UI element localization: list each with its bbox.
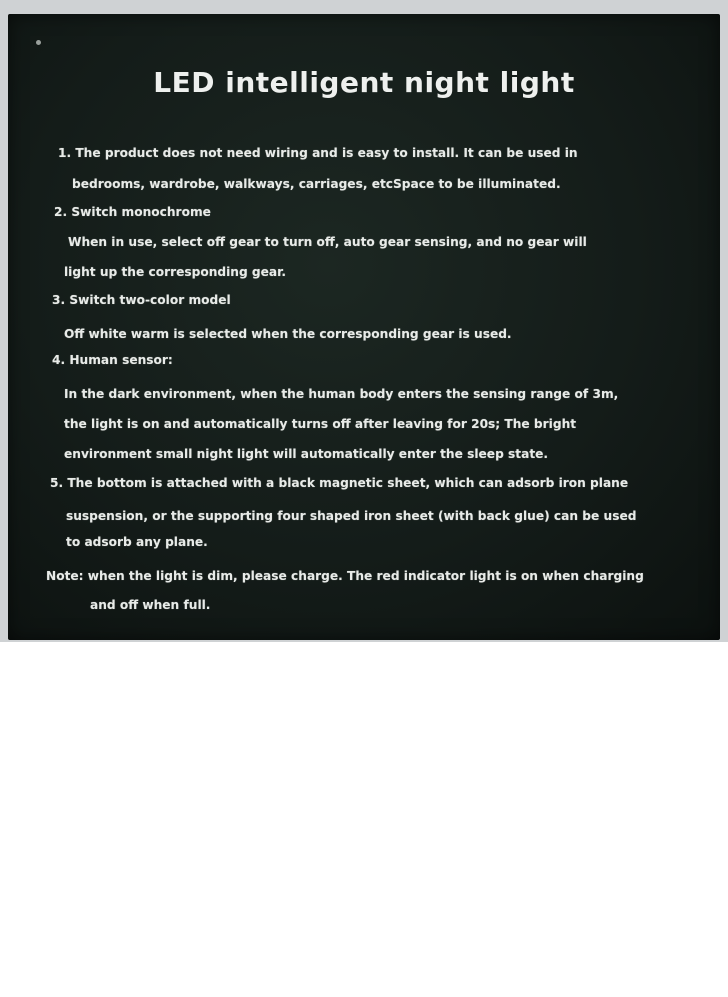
dust-speck xyxy=(36,40,41,45)
instruction-line: Off white warm is selected when the corresponding gear is used. xyxy=(64,327,512,341)
instruction-line: suspension, or the supporting four shaped iron sheet (with back glue) can be used xyxy=(66,509,637,523)
instruction-line: 5. The bottom is attached with a black magnetic sheet, which can adsorb iron plane xyxy=(50,476,629,490)
instruction-line: Note: when the light is dim, please charge. The red indicator light is on when charging xyxy=(46,569,644,583)
instruction-line: When in use, select off gear to turn off, auto gear sensing, and no gear will xyxy=(68,235,587,249)
instruction-line: light up the corresponding gear. xyxy=(64,265,287,279)
instruction-line: the light is on and automatically turns off after leaving for 20s; The bright xyxy=(64,417,577,431)
instruction-line: 4. Human sensor: xyxy=(52,353,173,367)
instruction-line: environment small night light will automatically enter the sleep state. xyxy=(64,447,549,461)
instruction-line: 3. Switch two-color model xyxy=(52,293,231,307)
instruction-line: In the dark environment, when the human body enters the sensing range of 3m, xyxy=(64,387,619,401)
instruction-line: bedrooms, wardrobe, walkways, carriages, etcSpace to be illuminated. xyxy=(72,177,561,191)
instruction-line: to adsorb any plane. xyxy=(66,535,208,549)
instruction-line: 1. The product does not need wiring and is easy to install. It can be used in xyxy=(58,146,578,160)
product-title: LED intelligent night light xyxy=(153,66,575,99)
instruction-line: 2. Switch monochrome xyxy=(54,205,211,219)
instruction-line: and off when full. xyxy=(90,598,211,612)
